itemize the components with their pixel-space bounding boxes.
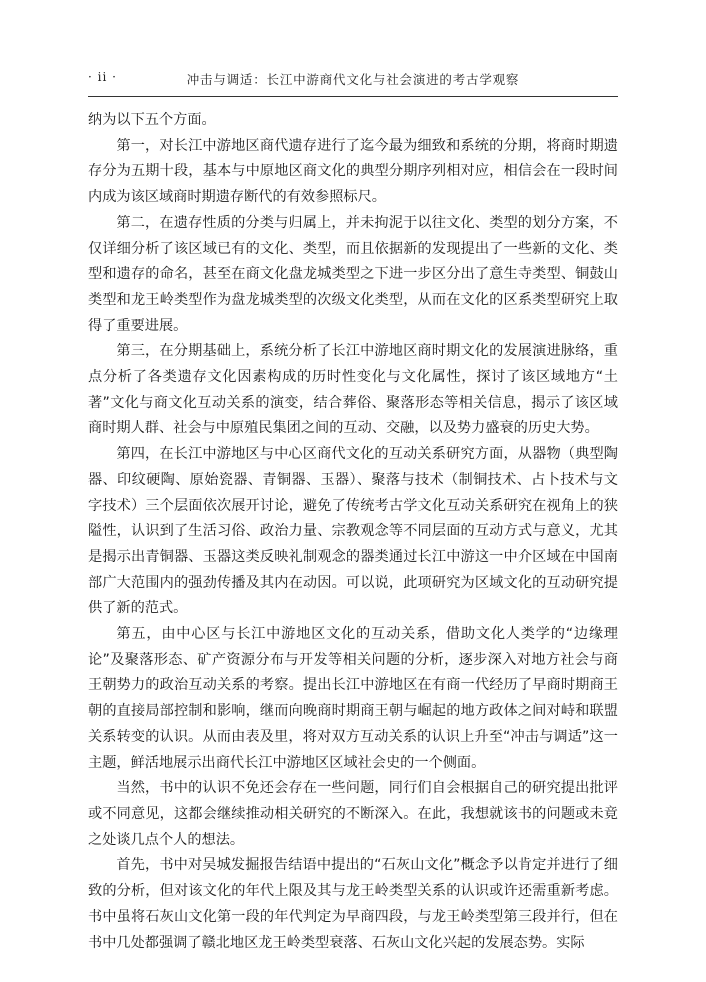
paragraph-point-5: 第五，由中心区与长江中游地区文化的互动关系，借助文化人类学的“边缘理论”及聚落形态、矿产资源分布与开发等相关问题的分析，逐步深入对地方社会与商王朝势力的政治互动关系的考察。提出长江中游地区在有商一代经历了早商时期商王朝的直接局部控制和影响，继而向晚商时期商王朝与崛起的地方政体之间对峙和联盟关系转变的认识。从而由表及里，将对双方互动关系的认识上升至“冲击与调适”这一主题，鲜活地展示出商代长江中游地区区域社会史的一个侧面。 <box>88 626 618 771</box>
paragraph-first-issue: 首先，书中对吴城发掘报告结语中提出的“石灰山文化”概念予以肯定并进行了细致的分析，但对该文化的年代上限及其与龙王岭类型关系的认识或许还需重新考虑。书中虽将石灰山文化第一段的年代判定为早商四段，与龙王岭类型第三段并行，但在书中几处都强调了赣北地区龙王岭类型衰落、石灰山文化兴起的发展态势。实际 <box>88 857 618 951</box>
paragraph-point-2: 第二，在遗存性质的分类与归属上，并未拘泥于以往文化、类型的划分方案，不仅详细分析了该区域已有的文化、类型，而且依据新的发现提出了一些新的文化、类型和遗存的命名，甚至在商文化盘龙城类型之下进一步区分出了意生寺类型、铜鼓山类型和龙王岭类型作为盘龙城类型的次级文化类型，从而在文化的区系类型研究上取得了重要进展。 <box>88 214 618 334</box>
header-rule <box>88 96 618 97</box>
paragraph-point-1: 第一，对长江中游地区商代遗存进行了迄今最为细致和系统的分期，将商时期遗存分为五期十段，基本与中原地区商文化的典型分期序列相对应，相信会在一段时间内成为该区域商时期遗存断代的有效参照标尺。 <box>88 137 618 206</box>
paragraph-point-4: 第四，在长江中游地区与中心区商代文化的互动关系研究方面，从器物（典型陶器、印纹硬陶、原始瓷器、青铜器、玉器）、聚落与技术（制铜技术、占卜技术与文字技术）三个层面依次展开讨论，避免了传统考古学文化互动关系研究在视角上的狭隘性，认识到了生活习俗、政治力量、宗教观念等不同层面的互动方式与意义，尤其是揭示出青铜器、玉器这类反映礼制观念的器类通过长江中游这一中介区域在中国南部广大范围内的强劲传播及其内在动因。可以说，此项研究为区域文化的互动研究提供了新的范式。 <box>88 446 618 617</box>
paragraph-point-3: 第三，在分期基础上，系统分析了长江中游地区商时期文化的发展演进脉络，重点分析了各类遗存文化因素构成的历时性变化与文化属性，探讨了该区域地方“土著”文化与商文化互动关系的演变，结合葬俗、聚落形态等相关信息，揭示了该区域商时期人群、社会与中原殖民集团之间的互动、交融，以及势力盛衰的历史大势。 <box>88 343 618 437</box>
body-text <box>88 108 618 956</box>
page-number: · ii · <box>88 70 117 84</box>
paragraph-continuation: 纳为以下五个方面。 <box>88 112 216 128</box>
running-title: 冲击与调适：长江中游商代文化与社会演进的考古学观察 <box>186 72 520 87</box>
paragraph-remarks: 当然，书中的认识不免还会存在一些问题，同行们自会根据自己的研究提出批评或不同意见，这都会继续推动相关研究的不断深入。在此，我想就该书的问题或未竟之处谈几点个人的想法。 <box>88 780 618 848</box>
running-header <box>88 70 618 94</box>
